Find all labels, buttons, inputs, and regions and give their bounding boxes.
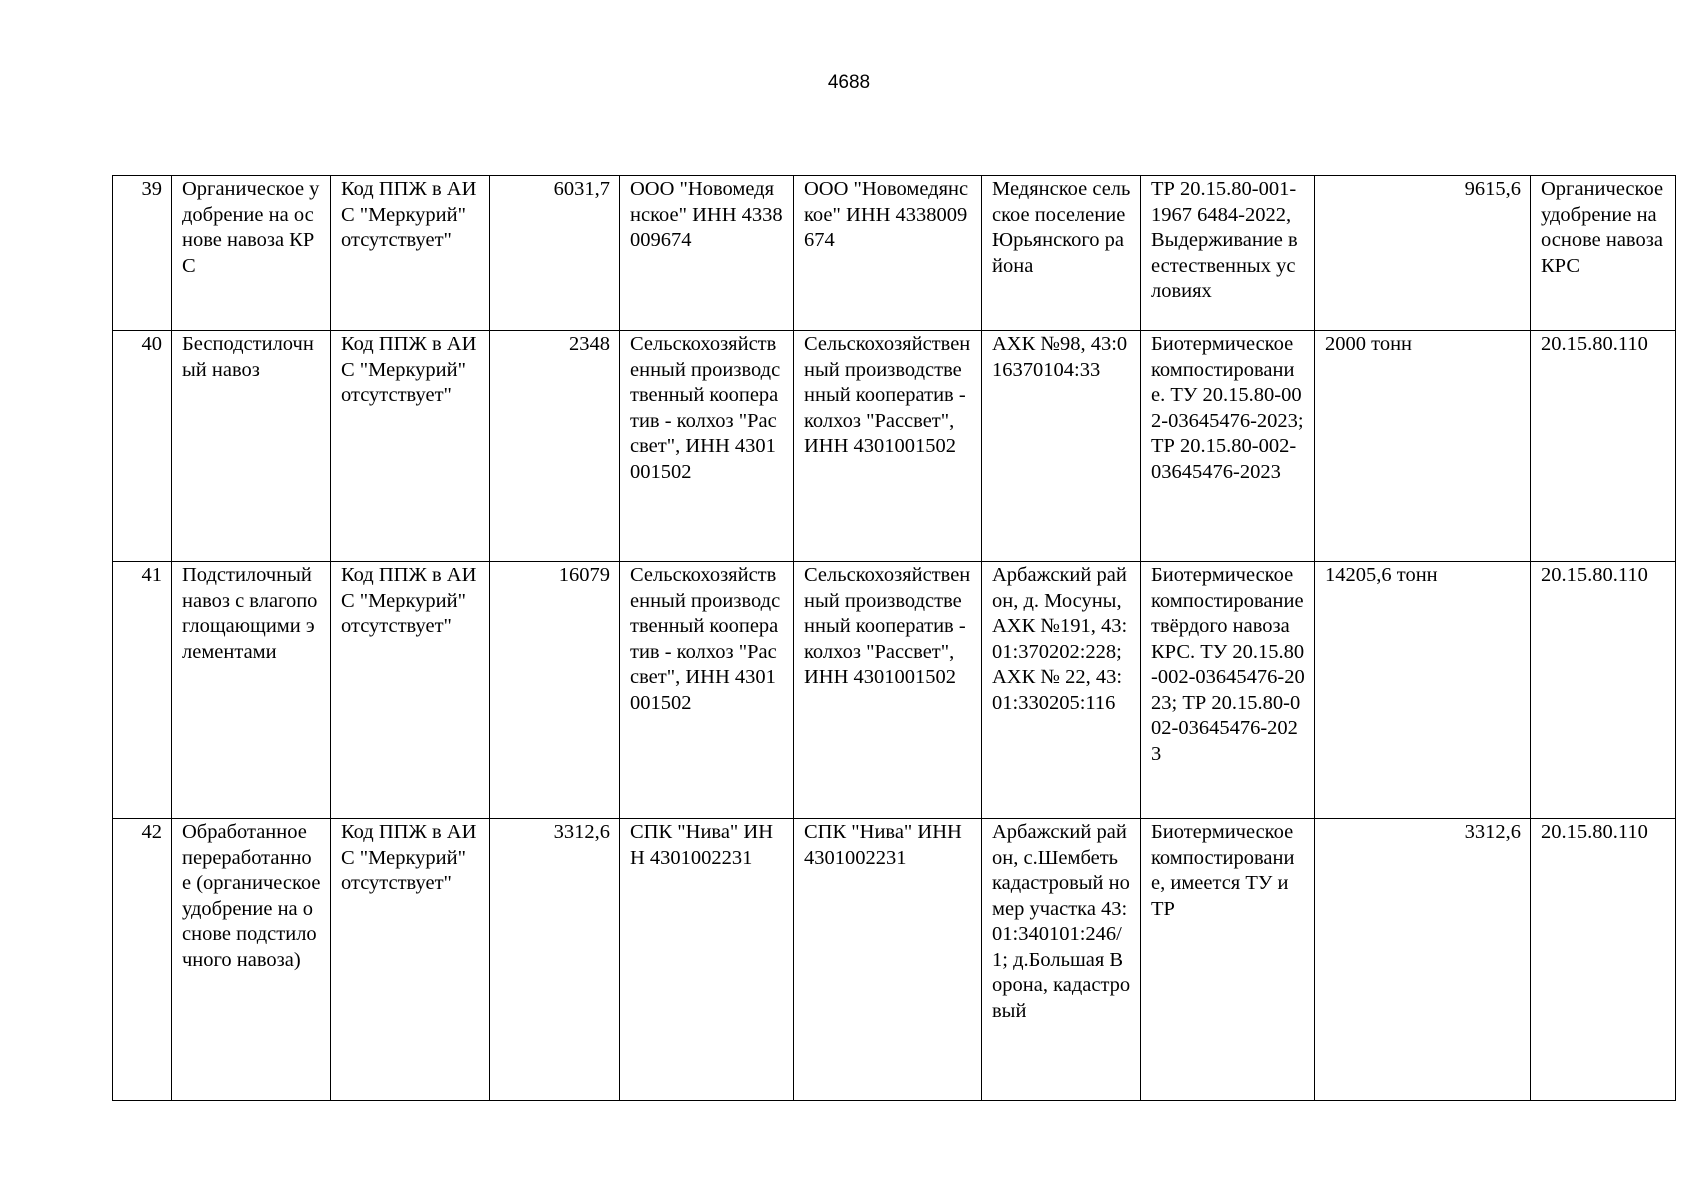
producer-cell: Сельскохозяйственный производственный кооператив - колхоз "Рассвет", ИНН 4301001502 xyxy=(620,331,794,562)
waste-name-cell: Бесподстилочный навоз xyxy=(172,331,331,562)
producer-cell: ООО "Новомедянское" ИНН 4338009674 xyxy=(620,176,794,331)
technology-cell: Биотермическое компостирование. ТУ 20.15.80-002-03645476-2023; ТР 20.15.80-002-03645476-2023 xyxy=(1141,331,1315,562)
output-cell: 9615,6 xyxy=(1315,176,1531,331)
owner-cell: Сельскохозяйственный производственный кооператив - колхоз "Рассвет", ИНН 4301001502 xyxy=(794,331,982,562)
owner-cell: ООО "Новомедянское" ИНН 4338009674 xyxy=(794,176,982,331)
row-number-cell: 41 xyxy=(113,562,172,819)
output-cell: 14205,6 тонн xyxy=(1315,562,1531,819)
owner-cell: Сельскохозяйственный производственный кооператив - колхоз "Рассвет", ИНН 4301001502 xyxy=(794,562,982,819)
waste-name-cell: Обработанное переработанное (органическое удобрение на основе подстилочного навоза) xyxy=(172,819,331,1101)
table-row xyxy=(113,819,1676,1101)
waste-name-cell: Органическое удобрение на основе навоза КРС xyxy=(172,176,331,331)
volume-cell: 3312,6 xyxy=(490,819,620,1101)
table-row xyxy=(113,176,1676,331)
location-cell: Арбажский район, д. Мосуны, АХК №191, 43:01:370202:228; АХК № 22, 43:01:330205:116 xyxy=(982,562,1141,819)
code-cell: Код ППЖ в АИС "Меркурий" отсутствует" xyxy=(331,176,490,331)
output-cell: 2000 тонн xyxy=(1315,331,1531,562)
product-cell: 20.15.80.110 xyxy=(1531,562,1676,819)
code-cell: Код ППЖ в АИС "Меркурий" отсутствует" xyxy=(331,331,490,562)
table-row xyxy=(113,562,1676,819)
volume-cell: 6031,7 xyxy=(490,176,620,331)
row-number-cell: 39 xyxy=(113,176,172,331)
output-cell: 3312,6 xyxy=(1315,819,1531,1101)
product-cell: Органическое удобрение на основе навоза КРС xyxy=(1531,176,1676,331)
volume-cell: 16079 xyxy=(490,562,620,819)
volume-cell: 2348 xyxy=(490,331,620,562)
code-cell: Код ППЖ в АИС "Меркурий" отсутствует" xyxy=(331,562,490,819)
page-number: 4688 xyxy=(827,72,871,93)
product-cell: 20.15.80.110 xyxy=(1531,331,1676,562)
location-cell: Арбажский район, с.Шембеть кадастровый номер участка 43:01:340101:246/1; д.Большая Ворона, кадастровый xyxy=(982,819,1141,1101)
waste-name-cell: Подстилочный навоз с влагопоглощающими элементами xyxy=(172,562,331,819)
technology-cell: ТР 20.15.80-001-1967 6484-2022, Выдерживание в естественных условиях xyxy=(1141,176,1315,331)
producer-cell: СПК "Нива" ИНН 4301002231 xyxy=(620,819,794,1101)
row-number-cell: 42 xyxy=(113,819,172,1101)
product-cell: 20.15.80.110 xyxy=(1531,819,1676,1101)
location-cell: Медянское сельское поселение Юрьянского района xyxy=(982,176,1141,331)
location-cell: АХК №98, 43:016370104:33 xyxy=(982,331,1141,562)
registry-table xyxy=(112,175,1676,1101)
technology-cell: Биотермическое компостирование твёрдого навоза КРС. ТУ 20.15.80-002-03645476-2023; ТР 20.15.80-002-03645476-2023 xyxy=(1141,562,1315,819)
technology-cell: Биотермическое компостирование, имеется ТУ и ТР xyxy=(1141,819,1315,1101)
owner-cell: СПК "Нива" ИНН 4301002231 xyxy=(794,819,982,1101)
table-row xyxy=(113,331,1676,562)
producer-cell: Сельскохозяйственный производственный кооператив - колхоз "Рассвет", ИНН 4301001502 xyxy=(620,562,794,819)
code-cell: Код ППЖ в АИС "Меркурий" отсутствует" xyxy=(331,819,490,1101)
row-number-cell: 40 xyxy=(113,331,172,562)
